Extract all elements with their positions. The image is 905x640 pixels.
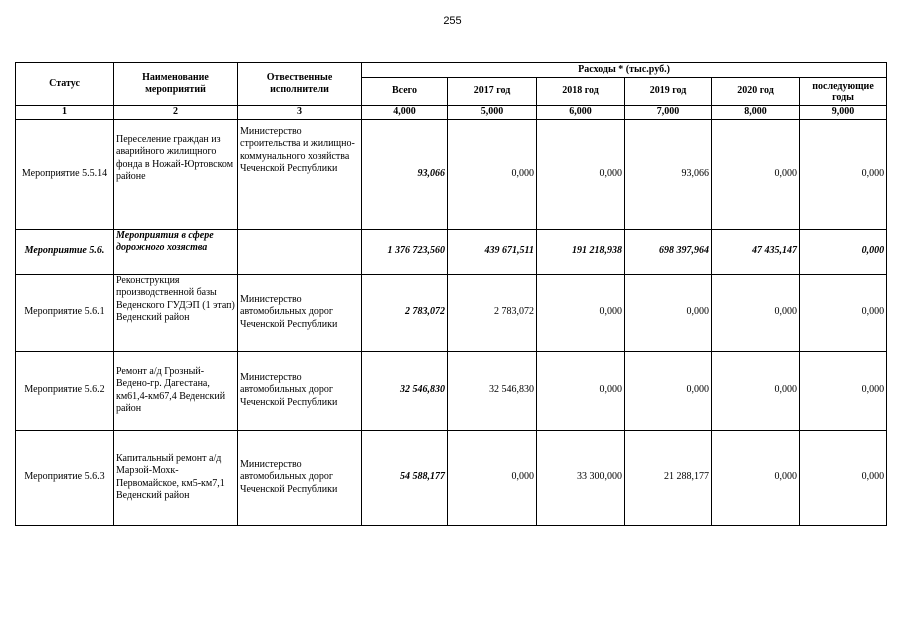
row-status: Мероприятие 5.6.1: [16, 274, 114, 351]
header-total: Всего: [362, 78, 448, 106]
row-2018: 0,000: [537, 274, 625, 351]
col-number: 8,000: [712, 106, 800, 120]
row-name-cell: [114, 430, 238, 525]
row-total: 32 546,830: [362, 351, 448, 430]
row-following: 0,000: [800, 351, 887, 430]
col-number: 1: [16, 106, 114, 120]
row-following: 0,000: [800, 119, 887, 229]
header-executors: Отвественные исполнители: [238, 63, 362, 106]
header-2017: 2017 год: [448, 78, 537, 106]
row-2017: 0,000: [448, 119, 537, 229]
header-expenses: Расходы * (тыс.руб.): [362, 63, 887, 78]
header-name: Наименование мероприятий: [114, 63, 238, 106]
column-number-row: [16, 106, 887, 120]
row-status: Мероприятие 5.6.: [16, 229, 114, 274]
row-name: Капитальный ремонт а/д Марзой-Мохк-Первомайское, км5-км7,1: [116, 452, 225, 489]
row-2020: 0,000: [712, 119, 800, 229]
row-status: Мероприятие 5.6.3: [16, 430, 114, 525]
row-2018: 33 300,000: [537, 430, 625, 525]
row-2018: 0,000: [537, 119, 625, 229]
col-number: 4,000: [362, 106, 448, 120]
header-status: Статус: [16, 63, 114, 106]
row-executor: [238, 229, 362, 274]
row-2017: 0,000: [448, 430, 537, 525]
row-following: 0,000: [800, 229, 887, 274]
expenses-table: [15, 62, 887, 526]
col-number: 2: [114, 106, 238, 120]
col-number: 3: [238, 106, 362, 120]
row-2017: 32 546,830: [448, 351, 537, 430]
row-2018: 191 218,938: [537, 229, 625, 274]
header-following-label: последующие годы: [812, 80, 874, 103]
col-number: 5,000: [448, 106, 537, 120]
table-row: [16, 351, 887, 430]
row-total: 54 588,177: [362, 430, 448, 525]
row-2019: 0,000: [625, 274, 712, 351]
row-total: 1 376 723,560: [362, 229, 448, 274]
row-name: Ремонт а/д Грозный-Ведено-гр. Дагестана, км61,4-км67,4 Веденский район: [114, 351, 238, 430]
row-2019: 93,066: [625, 119, 712, 229]
page-number: 255: [443, 15, 462, 27]
header-2020: 2020 год: [712, 78, 800, 106]
col-number: 6,000: [537, 106, 625, 120]
row-2020: 0,000: [712, 430, 800, 525]
header-following: [800, 78, 887, 106]
row-2020: 47 435,147: [712, 229, 800, 274]
row-2019: 0,000: [625, 351, 712, 430]
row-following: 0,000: [800, 274, 887, 351]
row-name-district: Веденский район: [116, 490, 190, 501]
row-2020: 0,000: [712, 274, 800, 351]
row-executor: Министерство автомобильных дорог Чеченской Республики: [238, 430, 362, 525]
row-executor: Министерство автомобильных дорог Чеченской Республики: [238, 274, 362, 351]
row-2017: 439 671,511: [448, 229, 537, 274]
col-number: 7,000: [625, 106, 712, 120]
table-row: [16, 274, 887, 351]
row-2019: 698 397,964: [625, 229, 712, 274]
col-number: 9,000: [800, 106, 887, 120]
table-row: [16, 119, 887, 229]
row-total: 93,066: [362, 119, 448, 229]
row-name: Переселение граждан из аварийного жилищного фонда в Ножай-Юртовском районе: [114, 119, 238, 229]
row-following: 0,000: [800, 430, 887, 525]
table-row: [16, 229, 887, 274]
row-executor: Министерство автомобильных дорог Чеченской Республики: [238, 351, 362, 430]
row-2017: 2 783,072: [448, 274, 537, 351]
row-2020: 0,000: [712, 351, 800, 430]
row-executor: Министерство строительства и жилищно-коммунального хозяйства Чеченской Республики: [238, 119, 362, 229]
row-2019: 21 288,177: [625, 430, 712, 525]
row-total: 2 783,072: [362, 274, 448, 351]
header-2019: 2019 год: [625, 78, 712, 106]
header-2018: 2018 год: [537, 78, 625, 106]
row-status: Мероприятие 5.6.2: [16, 351, 114, 430]
row-name: Мероприятия в сфере дорожного хозяства: [114, 229, 238, 274]
row-status: Мероприятие 5.5.14: [16, 119, 114, 229]
header-row-1: [16, 63, 887, 78]
row-2018: 0,000: [537, 351, 625, 430]
row-name: Реконструкция производственной базы Веденского ГУДЭП (1 этап) Веденский район: [114, 274, 238, 351]
table-row: [16, 430, 887, 525]
